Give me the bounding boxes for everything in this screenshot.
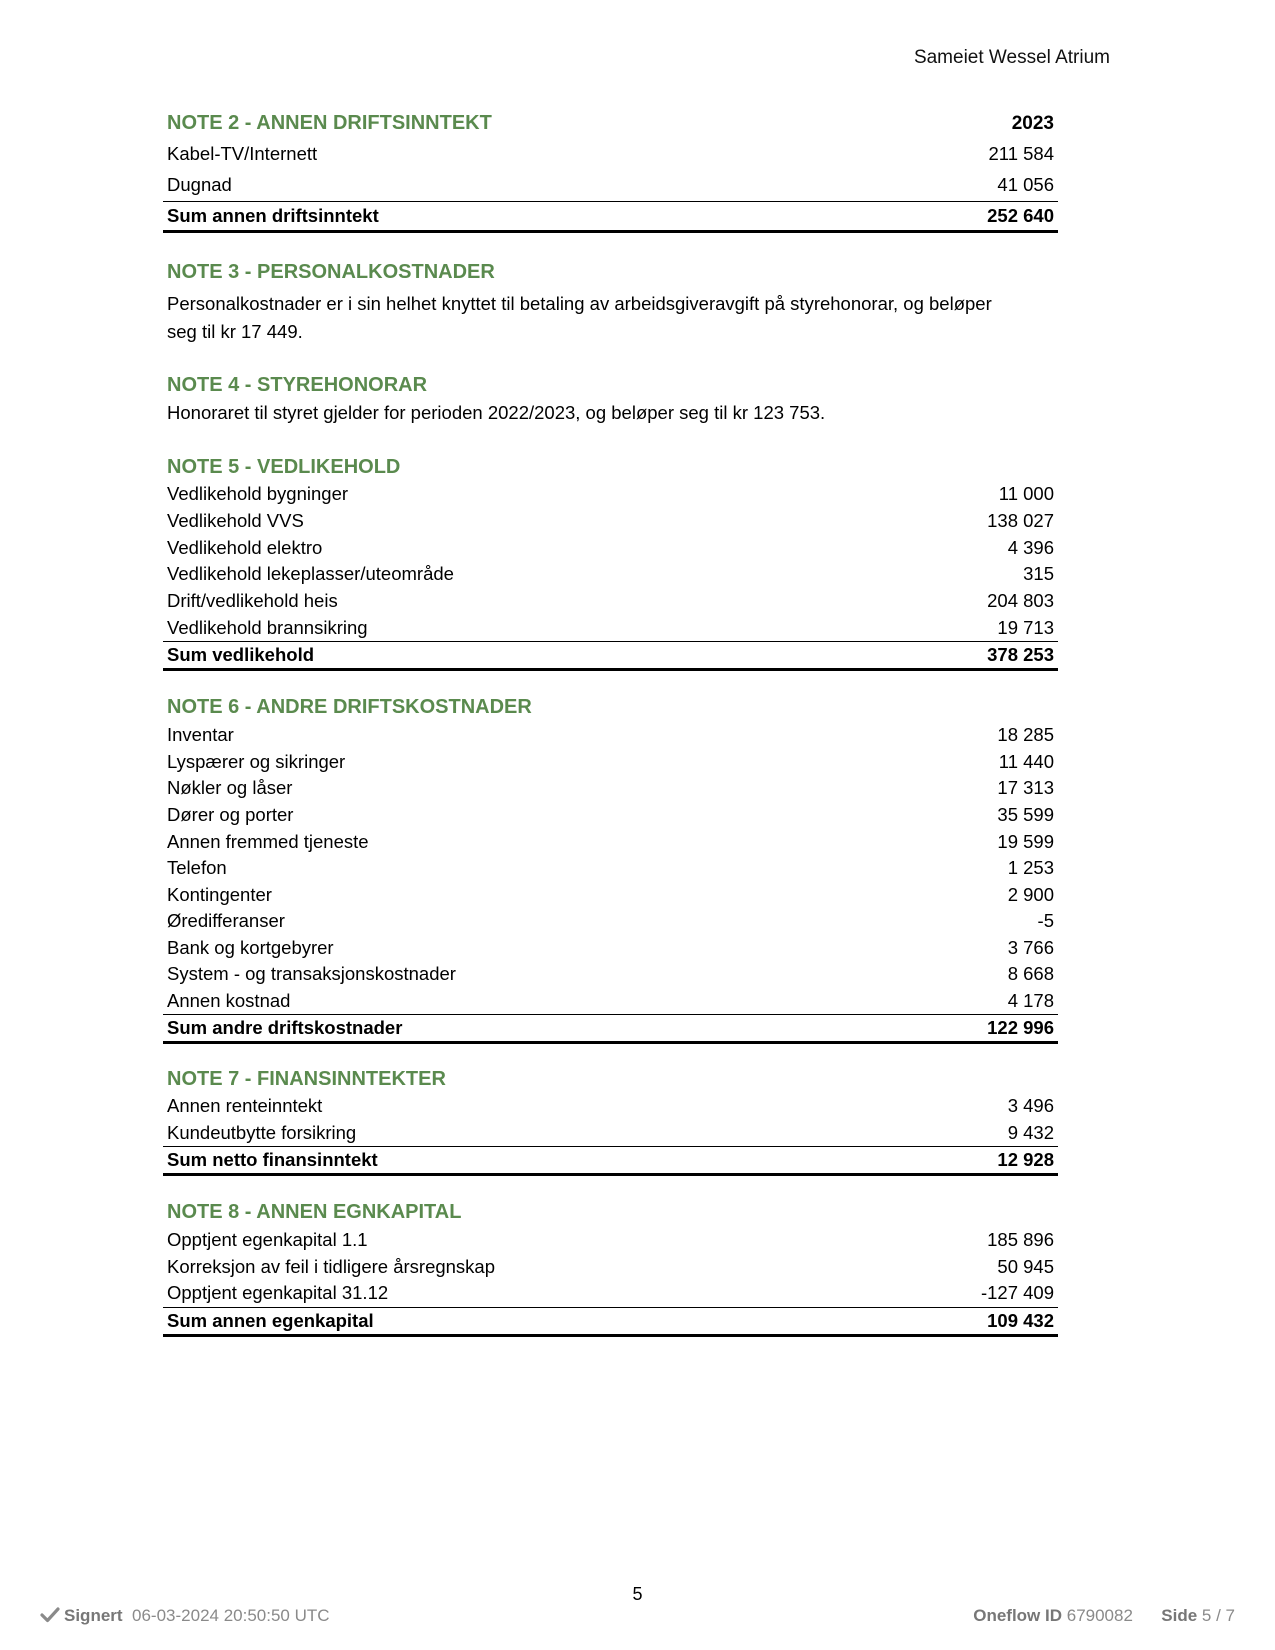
note5-title: NOTE 5 - VEDLIKEHOLD (167, 456, 401, 478)
note2-title: NOTE 2 - ANNEN DRIFTSINNTEKT (167, 112, 492, 134)
note5-row (163, 561, 1058, 587)
note8-row (163, 1227, 1058, 1253)
row-value: 3 766 (1007, 937, 1054, 958)
note7-sum-row (163, 1146, 1058, 1176)
note6-row (163, 855, 1058, 881)
row-value: 211 584 (988, 143, 1054, 164)
row-label: Lyspærer og sikringer (167, 751, 346, 772)
signed-status (40, 1606, 330, 1629)
side-value: 5 / 7 (1201, 1606, 1235, 1625)
row-value: 19 599 (997, 831, 1054, 852)
note3-title: NOTE 3 - PERSONALKOSTNADER (167, 261, 495, 283)
row-label: Dugnad (167, 174, 232, 195)
row-value: 138 027 (987, 510, 1054, 531)
row-label: Drift/vedlikehold heis (167, 590, 338, 611)
note6-row (163, 935, 1058, 961)
note2-sum-row (163, 201, 1058, 233)
row-label: Vedlikehold bygninger (167, 483, 349, 504)
document-id (973, 1606, 1235, 1626)
check-icon (40, 1606, 60, 1629)
row-value: 11 440 (998, 751, 1054, 772)
row-value: 41 056 (997, 174, 1054, 195)
row-label: Øredifferanser (167, 910, 285, 931)
signature-footer (40, 1606, 1235, 1630)
row-label: Telefon (167, 857, 227, 878)
row-label: System - og transaksjonskostnader (167, 963, 456, 984)
row-value: 19 713 (997, 617, 1054, 638)
note6-row (163, 722, 1058, 748)
row-value: 35 599 (997, 804, 1054, 825)
note5-row (163, 615, 1058, 641)
row-label: Annen fremmed tjeneste (167, 831, 369, 852)
header-org: Sameiet Wessel Atrium (913, 47, 1110, 68)
note6-row (163, 802, 1058, 828)
row-label: Korreksjon av feil i tidligere årsregnskap (167, 1256, 496, 1277)
note5-sum-row (163, 641, 1058, 671)
row-label: Kabel-TV/Internett (167, 143, 318, 164)
note7-row (163, 1120, 1058, 1146)
row-label: Opptjent egenkapital 31.12 (167, 1282, 389, 1303)
note5-row (163, 535, 1058, 561)
row-label: Vedlikehold VVS (167, 510, 304, 531)
row-value: 50 945 (997, 1256, 1054, 1277)
row-value: -127 409 (980, 1282, 1054, 1303)
sum-label: Sum vedlikehold (167, 644, 315, 665)
note2-row (163, 172, 1058, 198)
note6-row (163, 882, 1058, 908)
sum-value: 378 253 (987, 644, 1054, 665)
note2-year: 2023 (1011, 113, 1054, 134)
row-value: 8 668 (1007, 963, 1054, 984)
row-label: Nøkler og låser (167, 777, 293, 798)
note6-row (163, 988, 1058, 1014)
row-value: 11 000 (998, 483, 1054, 504)
note3-line2: seg til kr 17 449. (167, 321, 303, 342)
note8-sum-row (163, 1307, 1058, 1337)
note6-row (163, 749, 1058, 775)
sum-value: 109 432 (987, 1310, 1054, 1331)
sum-value: 122 996 (987, 1017, 1054, 1038)
oneflow-id: 6790082 (1066, 1606, 1133, 1625)
sum-value: 12 928 (997, 1149, 1054, 1170)
row-label: Annen kostnad (167, 990, 291, 1011)
oneflow-label: Oneflow ID (973, 1606, 1062, 1625)
row-label: Vedlikehold brannsikring (167, 617, 368, 638)
note7-row (163, 1093, 1058, 1119)
row-value: 4 396 (1007, 537, 1054, 558)
signed-time: 06-03-2024 20:50:50 UTC (132, 1606, 330, 1625)
note5-row (163, 508, 1058, 534)
row-value: 17 313 (997, 777, 1054, 798)
note6-row (163, 908, 1058, 934)
note6-row (163, 961, 1058, 987)
note6-row (163, 829, 1058, 855)
sum-value: 252 640 (987, 205, 1054, 226)
row-value: -5 (1037, 910, 1054, 931)
sum-label: Sum annen driftsinntekt (167, 205, 379, 226)
note8-row (163, 1280, 1058, 1306)
note6-sum-row (163, 1014, 1058, 1044)
side-label: Side (1161, 1606, 1198, 1625)
row-value: 2 900 (1007, 884, 1054, 905)
row-value: 1 253 (1007, 857, 1054, 878)
row-value: 3 496 (1007, 1095, 1054, 1116)
row-label: Annen renteinntekt (167, 1095, 323, 1116)
row-label: Dører og porter (167, 804, 294, 825)
note6-row (163, 775, 1058, 801)
row-label: Kundeutbytte forsikring (167, 1122, 357, 1143)
row-value: 204 803 (987, 590, 1054, 611)
row-value: 315 (1023, 563, 1054, 584)
row-label: Vedlikehold lekeplasser/uteområde (167, 563, 454, 584)
note4-title: NOTE 4 - STYREHONORAR (167, 374, 428, 396)
note6-title: NOTE 6 - ANDRE DRIFTSKOSTNADER (167, 696, 532, 718)
signed-label: Signert (64, 1606, 123, 1625)
note5-row (163, 588, 1058, 614)
note8-title: NOTE 8 - ANNEN EGNKAPITAL (167, 1201, 462, 1223)
note4-text: Honoraret til styret gjelder for perioden 2022/2023, og beløper seg til kr 123 753. (167, 402, 826, 423)
row-label: Opptjent egenkapital 1.1 (167, 1229, 368, 1250)
row-value: 18 285 (997, 724, 1054, 745)
row-value: 9 432 (1007, 1122, 1054, 1143)
note3-line1: Personalkostnader er i sin helhet knyttet til betaling av arbeidsgiveravgift på styrehonorar, og beløper (167, 293, 992, 314)
sum-label: Sum netto finansinntekt (167, 1149, 378, 1170)
note2-row (163, 141, 1058, 167)
row-value: 185 896 (987, 1229, 1054, 1250)
note8-row (163, 1254, 1058, 1280)
row-label: Bank og kortgebyrer (167, 937, 334, 958)
row-value: 4 178 (1007, 990, 1054, 1011)
sum-label: Sum andre driftskostnader (167, 1017, 403, 1038)
row-label: Vedlikehold elektro (167, 537, 323, 558)
row-label: Kontingenter (167, 884, 272, 905)
sum-label: Sum annen egenkapital (167, 1310, 374, 1331)
note5-row (163, 481, 1058, 507)
row-label: Inventar (167, 724, 234, 745)
page-number: 5 (632, 1584, 643, 1604)
note7-title: NOTE 7 - FINANSINNTEKTER (167, 1068, 446, 1090)
